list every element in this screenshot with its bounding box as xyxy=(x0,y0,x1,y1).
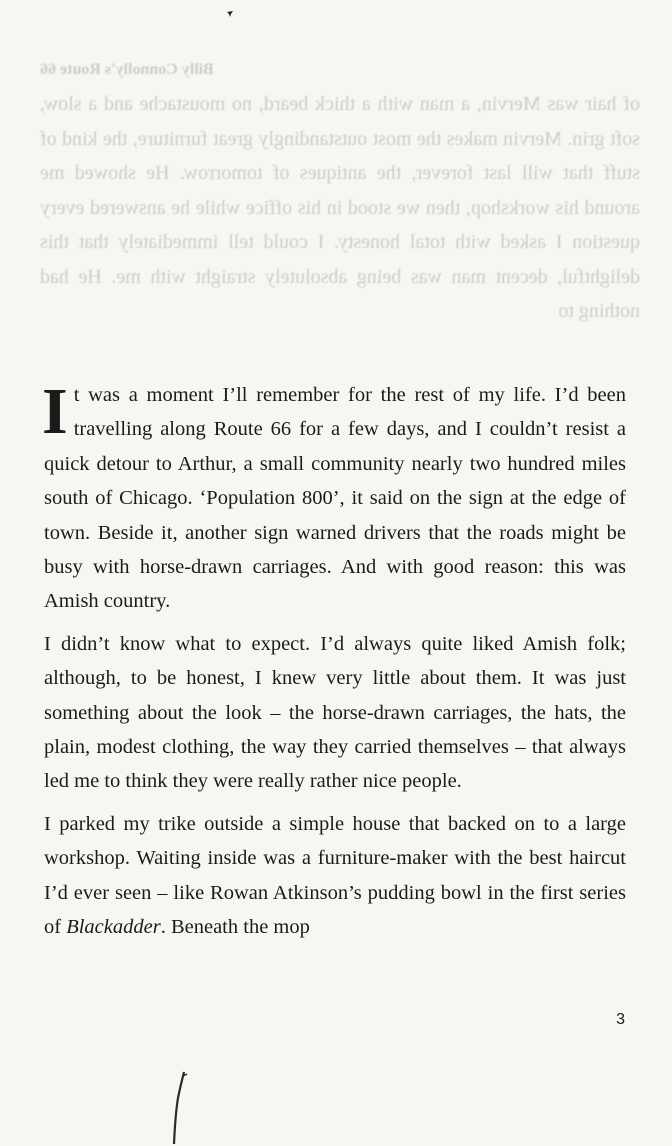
italic-title: Blackadder xyxy=(66,916,161,939)
ink-speck xyxy=(226,10,234,18)
paragraph-3-text: I parked my trike outside a simple house that backed on to a large workshop. Waiting inside was a furniture-maker with the best haircut I’d ever seen – like Rowan Atkinson’s pudding bowl in the first series of xyxy=(44,812,626,939)
body-text xyxy=(42,375,626,945)
paragraph-1-text: t was a moment I’ll remember for the rest of my life. I’d been travelling along Route 66 for a few days, and I couldn’t resist a quick detour to Arthur, a small community nearly two hundred miles south of Chicago. ‘Population 800’, it said on the sign at the edge of town. Beside it, another sign warned drivers that the roads might be busy with horse-drawn carriages. And with good reason: this was Amish country. xyxy=(44,384,626,613)
pencil-mark xyxy=(168,1070,190,1146)
paragraph-3 xyxy=(44,807,626,945)
page-number: 3 xyxy=(616,1011,625,1028)
paragraph-1 xyxy=(42,375,626,619)
paragraph-2: I didn’t know what to expect. I’d always quite liked Amish folk; although, to be honest, I knew very little about them. It was just something about the look – the horse-drawn carriages, the hats, the plain, modest clothing, the way they carried themselves – that always led me to think they were really rather nice people. xyxy=(44,632,626,793)
paragraph-3-end: . Beneath the mop xyxy=(160,916,310,939)
bleed-through-text xyxy=(40,55,640,375)
reverse-running-header: Billy Connolly's Route 66 xyxy=(40,61,214,78)
drop-cap: I xyxy=(42,375,68,448)
reverse-page-text: of hair was Mervin, a man with a thick beard, no moustache and a slow, soft grin. Mervin makes the most outstandingly great furniture, the kind of stuff that will last forever, the antiques of tomorrow. He showed me around his workshop, then we stood in his office while he answered every question I asked with total honesty. I could tell immediately that this delightful, decent man was being absolutely straight with me. He had nothing to xyxy=(40,93,640,322)
